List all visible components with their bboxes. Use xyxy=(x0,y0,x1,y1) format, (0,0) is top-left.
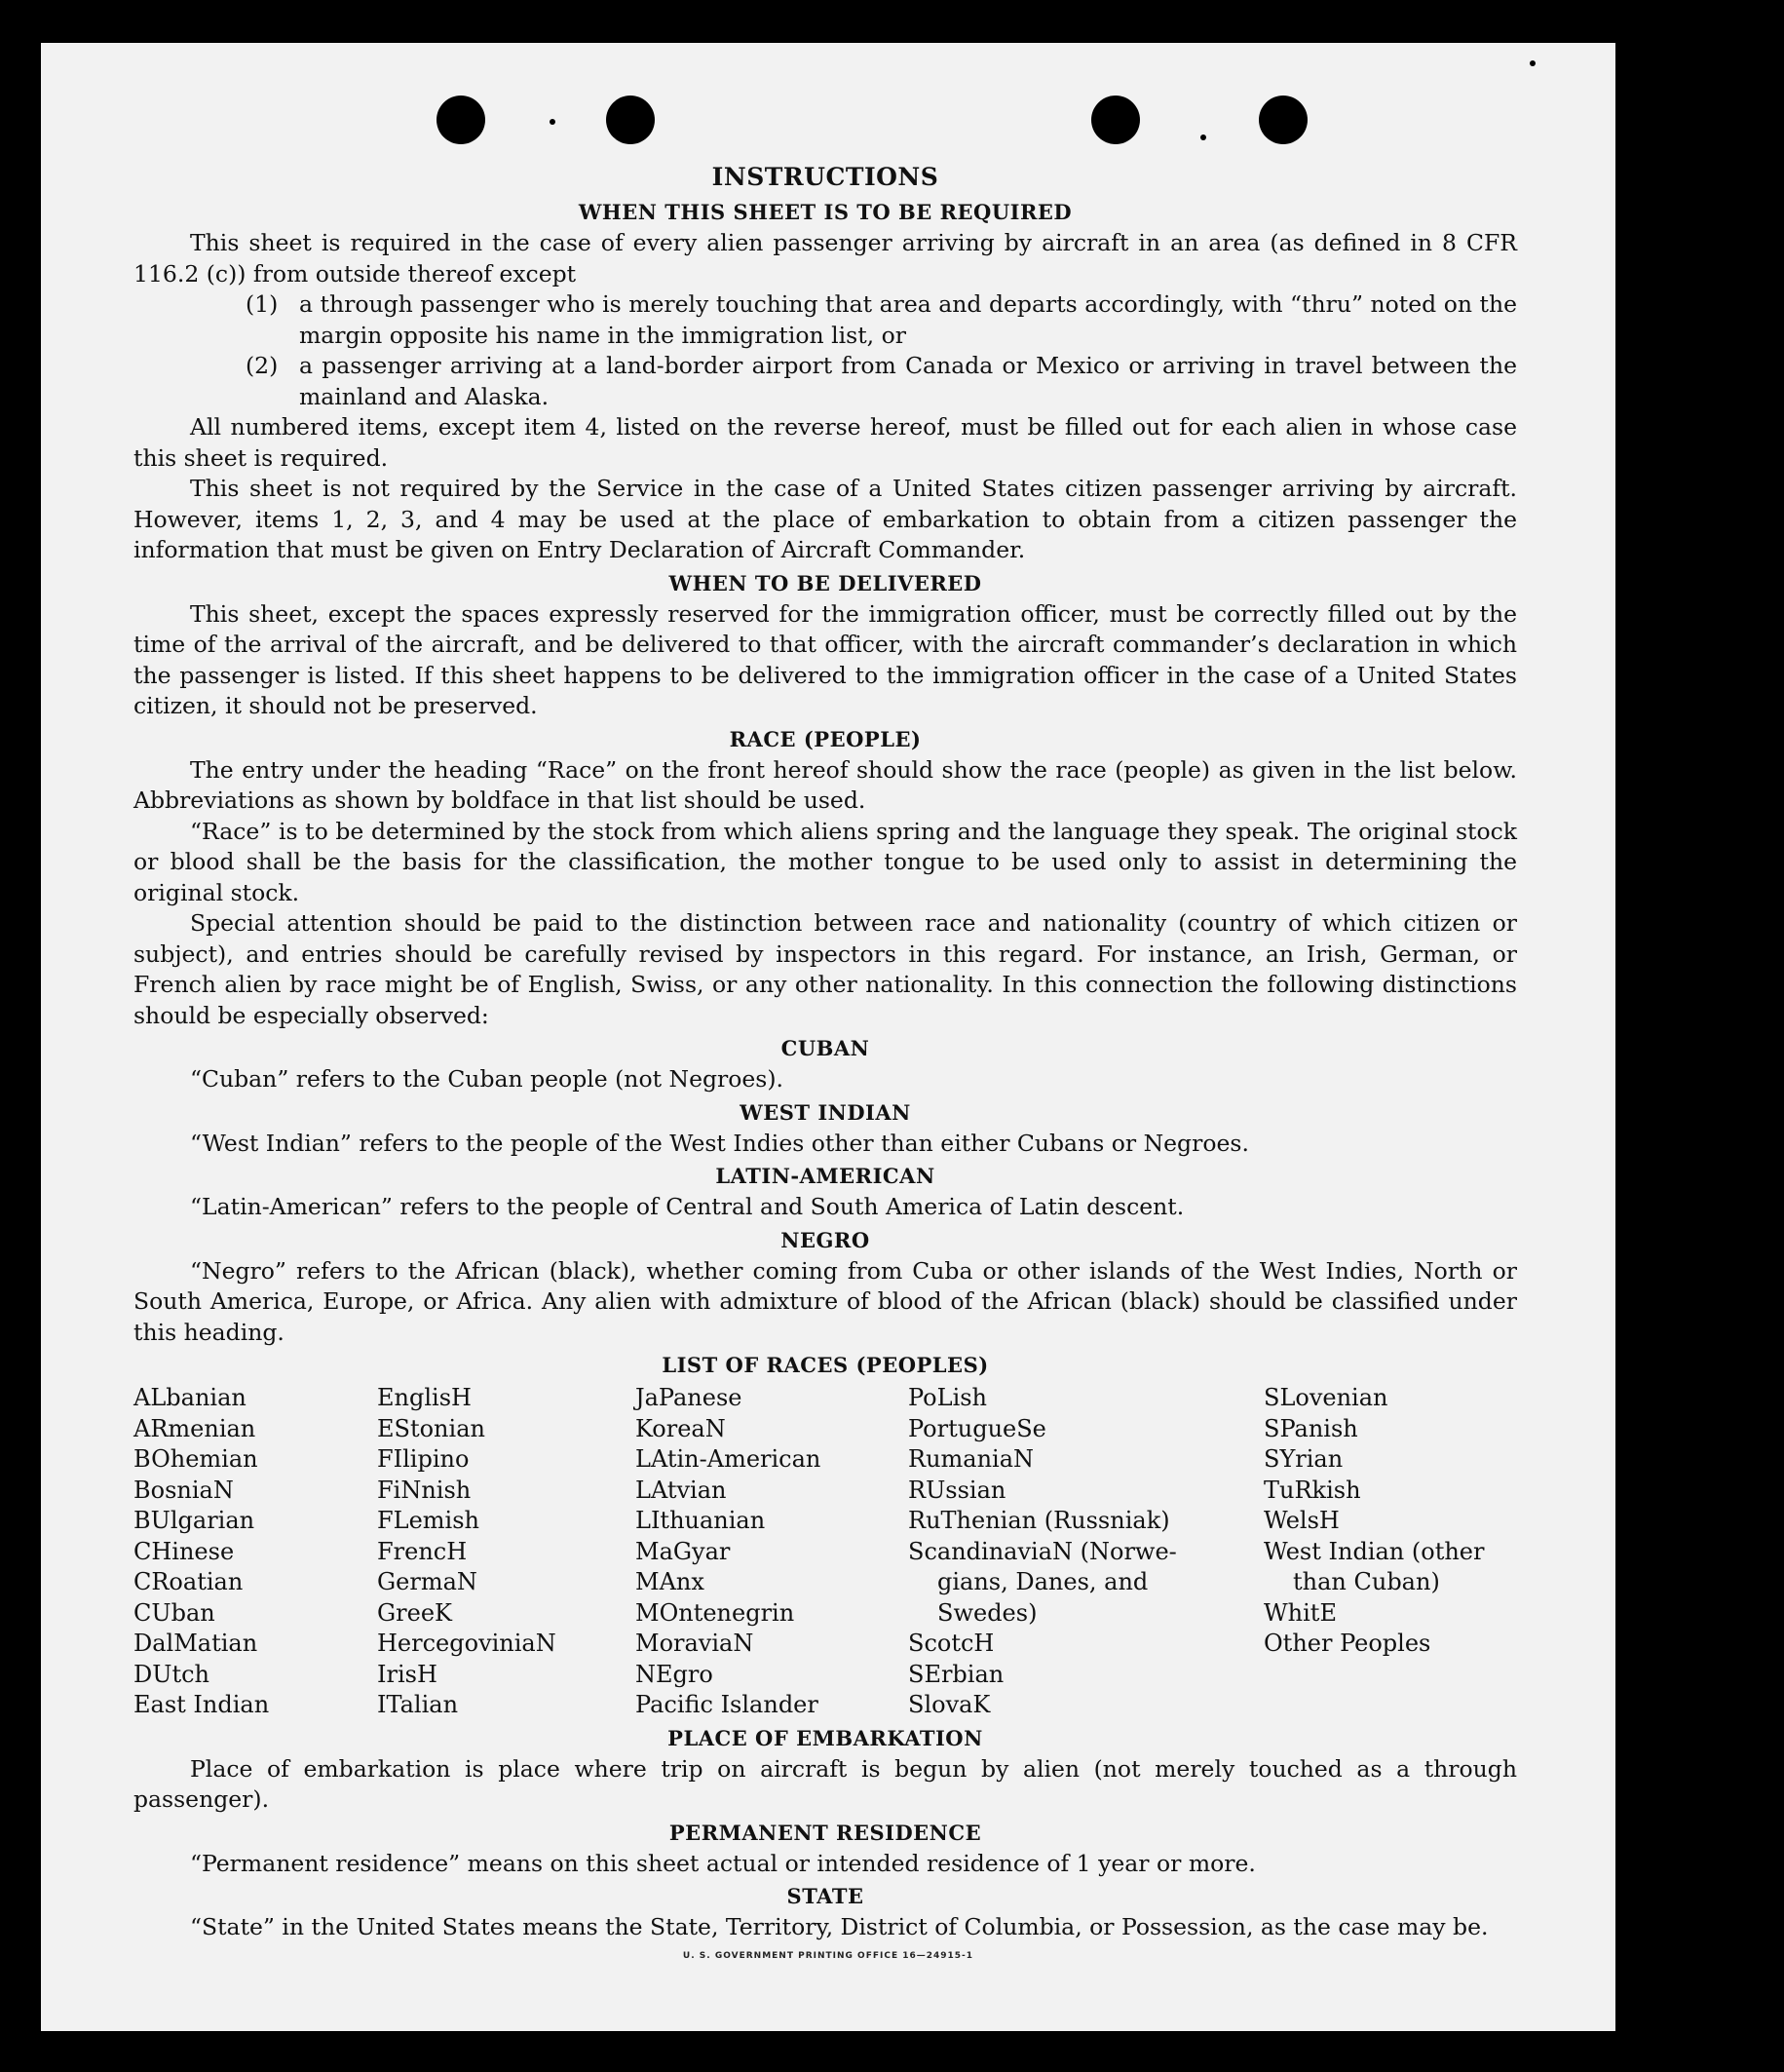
paragraph: “West Indian” refers to the people of the West Indies other than either Cubans or Negroes. xyxy=(190,1129,1249,1157)
race-entry: CHinese xyxy=(133,1537,235,1565)
race-entry: Pacific Islander xyxy=(635,1691,818,1718)
section-heading: STATE xyxy=(786,1884,864,1908)
race-entry: FrencH xyxy=(377,1537,468,1565)
race-entry: WhitE xyxy=(1264,1598,1337,1627)
race-entry: SPanish xyxy=(1264,1414,1358,1442)
instructions-body xyxy=(133,121,1517,1943)
list-number: (2) xyxy=(246,352,279,379)
speck xyxy=(1530,60,1536,66)
paragraph: All numbered items, except item 4, listed on the reverse hereof, must be filled out for each alien in whose case this sheet is required. xyxy=(133,413,1517,472)
race-entry: RuThenian (Russniak) xyxy=(908,1507,1170,1534)
paragraph: The entry under the heading “Race” on the front hereof should show the race (people) as given in the list below. Abbreviations as shown by boldface in that list should be used. xyxy=(133,755,1517,814)
race-entry: LAtin-American xyxy=(635,1445,821,1473)
race-entry: SlovaK xyxy=(908,1691,991,1718)
race-entry: SErbian xyxy=(908,1660,1005,1688)
paragraph: This sheet is required in the case of every alien passenger arriving by aircraft in an area (as defined in 8 CFR 116.2 (c)) from outside thereof except xyxy=(133,229,1517,288)
race-entry: DUtch xyxy=(133,1660,210,1688)
race-entry: NEgro xyxy=(635,1660,713,1688)
race-entry: MaGyar xyxy=(635,1537,731,1565)
race-entry-continued: gians, Danes, and xyxy=(937,1568,1149,1595)
document-sheet xyxy=(41,43,1615,2031)
section-heading: CUBAN xyxy=(780,1036,870,1060)
paragraph: “Negro” refers to the African (black), whether coming from Cuba or other islands of the West Indies, North or South America, Europe, or Africa. Any alien with admixture of blood of the African (black) should be classified under this heading. xyxy=(133,1256,1517,1346)
paragraph: “Permanent residence” means on this sheet actual or intended residence of 1 year or more. xyxy=(190,1849,1256,1877)
section-heading: PLACE OF EMBARKATION xyxy=(667,1725,983,1750)
paragraph: This sheet, except the spaces expressly reserved for the immigration officer, must be correctly filled out by the time of the arrival of the aircraft, and be delivered to that officer, with the aircraft commander’s declaration in which the passenger is listed. If this sheet happens to be delivered to the immigration officer in the case of a United States citizen, it should not be preserved. xyxy=(133,599,1517,719)
races-column xyxy=(133,1383,377,1721)
race-entry: KoreaN xyxy=(635,1414,726,1442)
race-entry: RumaniaN xyxy=(908,1445,1035,1473)
race-entry: BosniaN xyxy=(133,1476,234,1504)
paragraph: “Race” is to be determined by the stock from which aliens spring and the language they speak. The original stock or blood shall be the basis for the classification, the mother tongue to be used only to assist in determining the original stock. xyxy=(133,817,1517,906)
races-list xyxy=(133,1383,1517,1721)
section-heading: LIST OF RACES (PEOPLES) xyxy=(662,1353,989,1377)
race-entry: MoraviaN xyxy=(635,1630,754,1657)
race-entry: RUssian xyxy=(908,1476,1006,1504)
paragraph: “Latin-American” refers to the people of Central and South America of Latin descent. xyxy=(190,1193,1185,1220)
race-entry: MOntenegrin xyxy=(635,1598,795,1627)
paragraph: Special attention should be paid to the distinction between race and nationality (country of which citizen or subject), and entries should be carefully revised by inspectors in this regard. For instance, an Irish, German, or French alien by race might be of English, Swiss, or any other nationality. In this connection the following distinctions should be especially observed: xyxy=(133,909,1517,1029)
race-entry: IrisH xyxy=(377,1660,437,1688)
race-entry: FIlipino xyxy=(377,1445,470,1473)
race-entry: CRoatian xyxy=(133,1568,244,1595)
race-entry: ARmenian xyxy=(133,1414,256,1442)
race-entry: MAnx xyxy=(635,1568,704,1595)
race-entry: TuRkish xyxy=(1264,1476,1361,1504)
section-heading: PERMANENT RESIDENCE xyxy=(668,1820,982,1845)
list-text: a passenger arriving at a land-border airport from Canada or Mexico or arriving in travel between the mainland and Alaska. xyxy=(299,352,1517,410)
race-entry: SYrian xyxy=(1264,1445,1344,1473)
race-entry: ITalian xyxy=(377,1691,459,1718)
race-entry: West Indian (other xyxy=(1264,1537,1485,1565)
races-column xyxy=(635,1383,908,1721)
race-entry: EnglisH xyxy=(377,1384,472,1411)
race-entry: GermaN xyxy=(377,1568,477,1595)
race-entry: PortugueSe xyxy=(908,1414,1046,1442)
section-heading: WEST INDIAN xyxy=(740,1099,911,1125)
list-item xyxy=(246,289,1517,351)
section-heading: WHEN THIS SHEET IS TO BE REQUIRED xyxy=(578,200,1073,224)
race-entry: ScandinaviaN (Norwe- xyxy=(908,1537,1177,1565)
race-entry: BUlgarian xyxy=(133,1507,255,1534)
race-entry: SLovenian xyxy=(1264,1384,1388,1411)
section-heading: RACE (PEOPLE) xyxy=(729,726,922,751)
race-entry: PoLish xyxy=(908,1384,988,1411)
race-entry: BOhemian xyxy=(133,1445,258,1473)
race-entry: EStonian xyxy=(377,1414,485,1442)
races-column xyxy=(1264,1383,1517,1721)
paragraph: This sheet is not required by the Service in the case of a United States citizen passenger arriving by aircraft. However, items 1, 2, 3, and 4 may be used at the place of embarkation to obtain from a citizen passenger the information that must be given on Entry Declaration of Aircraft Commander. xyxy=(133,475,1517,563)
paragraph: Place of embarkation is place where trip on aircraft is begun by alien (not merely touched as a through passenger). xyxy=(133,1754,1517,1813)
race-entry-continued: Swedes) xyxy=(937,1598,1038,1627)
section-heading: WHEN TO BE DELIVERED xyxy=(668,570,982,595)
list-text: a through passenger who is merely touching that area and departs accordingly, with “thru” noted on the margin opposite his name in the immigration list, or xyxy=(299,290,1517,349)
section-heading: NEGRO xyxy=(780,1227,870,1252)
race-entry: DalMatian xyxy=(133,1630,258,1657)
paragraph: “State” in the United States means the State, Territory, District of Columbia, or Possession, as the case may be. xyxy=(190,1913,1489,1940)
paragraph: “Cuban” refers to the Cuban people (not Negroes). xyxy=(190,1065,784,1093)
race-entry: HercegoviniaN xyxy=(377,1630,556,1657)
race-entry: CUban xyxy=(133,1598,215,1627)
race-entry: ALbanian xyxy=(133,1384,247,1411)
race-entry: Other Peoples xyxy=(1264,1630,1431,1657)
race-entry: LAtvian xyxy=(635,1476,727,1504)
race-entry-continued: than Cuban) xyxy=(1293,1568,1440,1595)
race-entry: GreeK xyxy=(377,1598,452,1627)
races-column xyxy=(377,1383,635,1721)
race-entry: JaPanese xyxy=(635,1384,742,1411)
section-heading: LATIN-AMERICAN xyxy=(715,1164,935,1188)
printer-imprint: U. S. GOVERNMENT PRINTING OFFICE 16—24915-1 xyxy=(682,1951,974,1961)
race-entry: WelsH xyxy=(1264,1507,1340,1534)
race-entry: FiNnish xyxy=(377,1476,472,1504)
races-column xyxy=(908,1383,1264,1721)
race-entry: ScotcH xyxy=(908,1630,995,1657)
race-entry: LIthuanian xyxy=(635,1507,766,1534)
race-entry: East Indian xyxy=(133,1691,270,1718)
list-number: (1) xyxy=(246,290,279,318)
list-item xyxy=(246,351,1517,412)
page-title: INSTRUCTIONS xyxy=(711,163,939,191)
race-entry: FLemish xyxy=(377,1507,479,1534)
